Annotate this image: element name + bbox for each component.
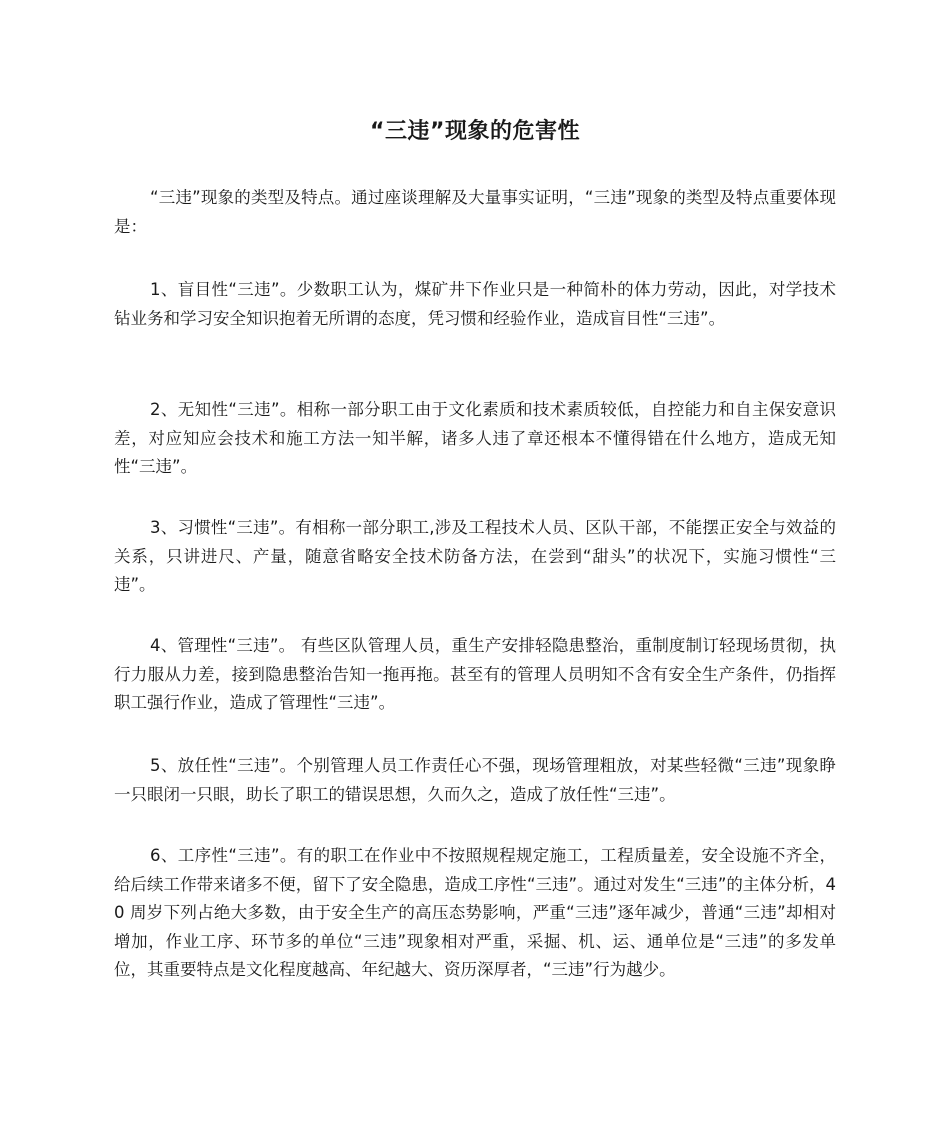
paragraph-managerial-violations: 4、管理性“三违”。 有些区队管理人员，重生产安排轻隐患整治，重制度制订轻现场贯彻，执行力服从力差，接到隐患整治告知一拖再拖。甚至有的管理人员明知不含有安全生产条件，仍指挥职工强行作业，造成了管理性“三违”。: [114, 636, 836, 712]
paragraph-procedural-violations: 6、工序性“三违”。有的职工在作业中不按照规程规定施工，工程质量差，安全设施不齐全，给后续工作带来诸多不便，留下了安全隐患，造成工序性“三违”。通过对发生“三违”的主体分析，40 周岁下列占绝大多数，由于安全生产的高压态势影响，严重“三违”逐年减少，普通“三违”却相对增加，作业工序、环节多的单位“三违”现象相对严重，采掘、机、运、通单位是“三违”的多发单位，其重要特点是文化程度越高、年纪越大、资历深厚者，“三违”行为越少。: [114, 846, 836, 979]
paragraph-habitual-violations: 3、习惯性“三违”。有相称一部分职工,涉及工程技术人员、区队干部，不能摆正安全与效益的关系，只讲进尺、产量，随意省略安全技术防备方法，在尝到“甜头”的状况下，实施习惯性“三违”。: [114, 518, 836, 594]
paragraph-intro: “三违”现象的类型及特点。通过座谈理解及大量事实证明，“三违”现象的类型及特点重要体现是：: [114, 188, 836, 236]
paragraph-ignorant-violations: 2、无知性“三违”。相称一部分职工由于文化素质和技术素质较低，自控能力和自主保安意识差，对应知应会技术和施工方法一知半解，诸多人违了章还根本不懂得错在什么地方，造成无知性“三违”。: [114, 400, 836, 476]
paragraph-blind-violations: 1、盲目性“三违”。少数职工认为，煤矿井下作业只是一种简朴的体力劳动，因此，对学技术钻业务和学习安全知识抱着无所谓的态度，凭习惯和经验作业，造成盲目性“三违”。: [114, 280, 836, 328]
document-title: “三违”现象的危害性: [370, 119, 580, 144]
paragraph-permissive-violations: 5、放任性“三违”。个别管理人员工作责任心不强，现场管理粗放，对某些轻微“三违”现象睁一只眼闭一只眼，助长了职工的错误思想，久而久之，造成了放任性“三违”。: [114, 756, 836, 804]
